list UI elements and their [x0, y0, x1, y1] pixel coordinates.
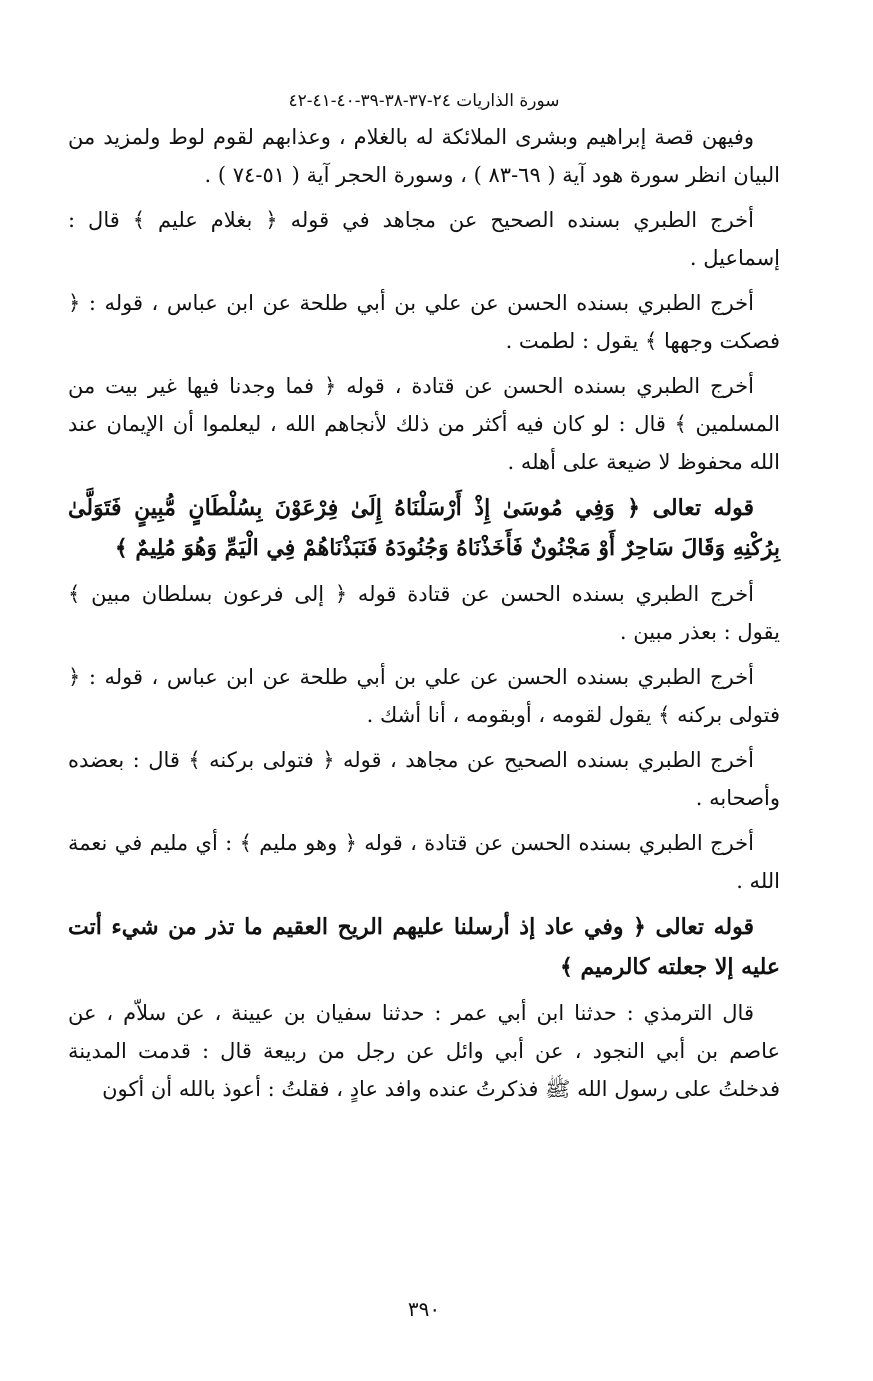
paragraph-hadith: أخرج الطبري بسنده الصحيح عن مجاهد ، قوله ﴿ فتولى بركنه ﴾ قال : بعضده وأصحابه .	[68, 748, 780, 810]
paragraph-intro: وفيهن قصة إبراهيم وبشرى الملائكة له بالغلام ، وعذابهم لقوم لوط ولمزيد من البيان انظر سورة هود آية ( ٦٩-٨٣ ) ، وسورة الحجر آية ( ٥١-٧٤ ) .	[68, 125, 780, 187]
page-number: ٣٩٠	[407, 1297, 441, 1321]
book-page	[68, 86, 780, 1356]
paragraph-hadith: أخرج الطبري بسنده الحسن عن قتادة ، قوله ﴿ فما وجدنا فيها غير بيت من المسلمين ﴾ قال : لو كان فيه أكثر من ذلك لأنجاهم الله ، ليعلموا أن الإيمان عند الله محفوظ لا ضيعة على أهله .	[68, 374, 780, 474]
paragraph-hadith: أخرج الطبري بسنده الحسن عن قتادة ، قوله ﴿ وهو مليم ﴾ : أي مليم في نعمة الله .	[68, 831, 780, 893]
paragraph-hadith: أخرج الطبري بسنده الصحيح عن مجاهد في قوله ﴿ بغلام عليم ﴾ قال : إسماعيل .	[68, 208, 780, 270]
paragraph-hadith: أخرج الطبري بسنده الحسن عن علي بن أبي طلحة عن ابن عباس ، قوله : ﴿ فصكت وجهها ﴾ يقول : لطمت .	[68, 291, 780, 353]
verse-heading: قوله تعالى ﴿ وفي عاد إذ أرسلنا عليهم الريح العقيم ما تذر من شيء أتت عليه إلا جعلته كالرميم ﴾	[68, 914, 780, 980]
verse-heading: قوله تعالى ﴿ وَفِي مُوسَىٰ إِذْ أَرْسَلْنَاهُ إِلَىٰ فِرْعَوْنَ بِسُلْطَانٍ مُّبِينٍ فَتَوَلَّىٰ بِرُكْنِهِ وَقَالَ سَاحِرٌ أَوْ مَجْنُونٌ فَأَخَذْنَاهُ وَجُنُودَهُ فَنَبَذْنَاهُمْ فِي الْيَمِّ وَهُوَ مُلِيمٌ ﴾	[68, 495, 780, 561]
running-header: سورة الذاريات ٢٤-٣٧-٣٨-٣٩-٤٠-٤١-٤٢	[288, 91, 560, 111]
paragraph-hadith: أخرج الطبري بسنده الحسن عن علي بن أبي طلحة عن ابن عباس ، قوله : ﴿ فتولى بركنه ﴾ يقول لقومه ، أوبقومه ، أنا أشك .	[68, 665, 780, 727]
paragraph-hadith: أخرج الطبري بسنده الحسن عن قتادة قوله ﴿ إلى فرعون بسلطان مبين ﴾ يقول : بعذر مبين .	[68, 582, 780, 644]
paragraph-hadith: قال الترمذي : حدثنا ابن أبي عمر : حدثنا سفيان بن عيينة ، عن سلاّم ، عن عاصم بن أبي النجود ، عن أبي وائل عن رجل من ربيعة قال : قدمت المدينة فدخلتُ على رسول الله ﷺ فذكرتُ عنده وافد عادٍ ، فقلتُ : أعوذ بالله أن أكون	[68, 1001, 780, 1101]
page-body	[68, 118, 780, 1108]
